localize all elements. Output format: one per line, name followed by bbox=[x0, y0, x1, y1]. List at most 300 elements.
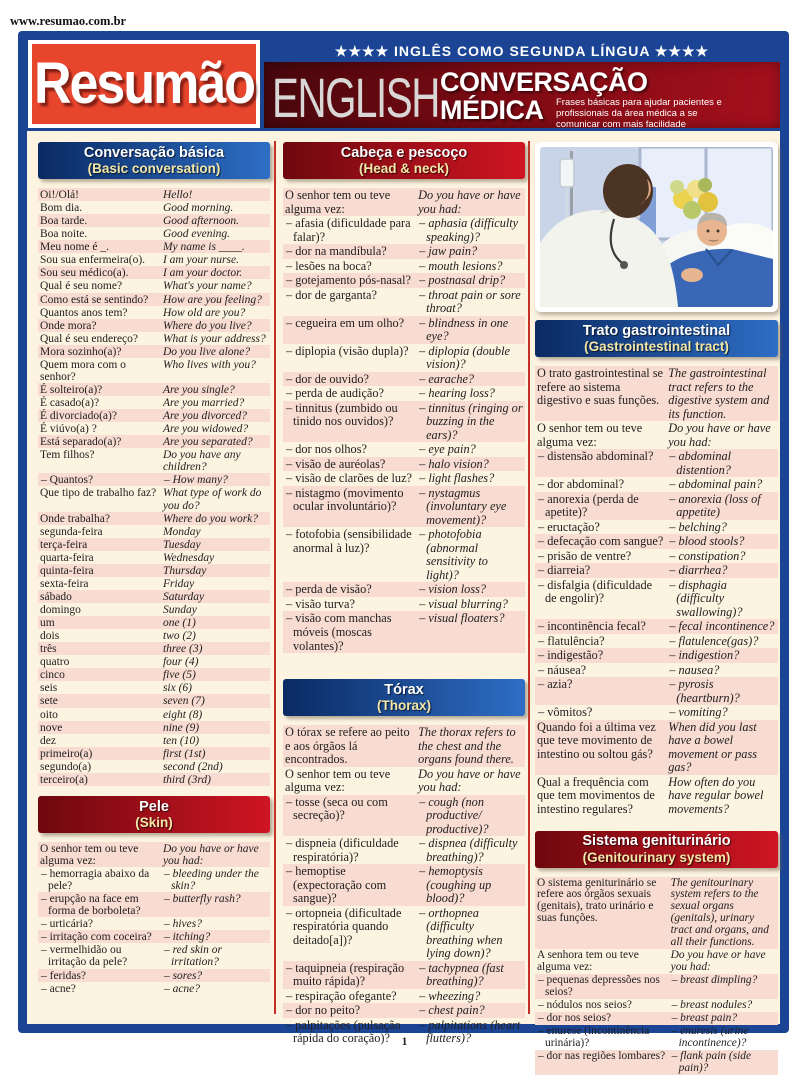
phrase-en: first (1st) bbox=[162, 747, 206, 760]
phrase-en: – halo vision? bbox=[419, 456, 489, 471]
phrase-row bbox=[38, 306, 270, 319]
phrase-pt: – defecação com sangue? bbox=[538, 534, 664, 549]
phrase-pt: terça-feira bbox=[40, 538, 88, 551]
phrase-en: Do you have or have you had: bbox=[418, 766, 521, 795]
phrase-pt: primeiro(a) bbox=[40, 747, 93, 760]
phrase-en: – diplopia (double vision)? bbox=[419, 343, 510, 372]
phrase-en: Do you have or have you had: bbox=[670, 949, 766, 974]
phrase-pt: – hemorragia abaixo da pele? bbox=[41, 868, 150, 893]
phrase-en: Good morning. bbox=[162, 202, 234, 215]
phrase-pt: – gotejamento pós-nasal? bbox=[286, 273, 411, 288]
phrase-row bbox=[535, 1050, 778, 1075]
phrase-row bbox=[535, 563, 778, 578]
series-banner: ★★★★ INGLÊS COMO SEGUNDA LÍNGUA ★★★★ bbox=[334, 42, 710, 59]
phrase-pt: O tórax se refere ao peito e aos órgãos lá encontrados. bbox=[285, 725, 410, 767]
phrase-pt: dez bbox=[40, 734, 56, 747]
phrase-en: Do you have any children? bbox=[162, 449, 241, 474]
phrase-en: Wednesday bbox=[162, 551, 215, 564]
phrase-pt: Oi!/Olá! bbox=[40, 189, 79, 201]
phrase-en: – constipation? bbox=[669, 548, 746, 563]
phrase-en: – orthopnea (difficulty breathing when lying down)? bbox=[419, 905, 503, 961]
phrase-row bbox=[283, 273, 525, 288]
phrase-row bbox=[283, 401, 525, 443]
phrase-en: Do you have or have you had: bbox=[162, 842, 259, 867]
phrase-en: – sores? bbox=[163, 969, 203, 982]
phrase-pt: – visão com manchas móveis (moscas volantes)? bbox=[286, 611, 392, 653]
phrase-row bbox=[38, 642, 270, 655]
phrase-pt: – prisão de ventre? bbox=[538, 548, 632, 563]
phrase-pt: seis bbox=[40, 682, 58, 695]
phrase-en: The thorax refers to the chest and the organs found there. bbox=[418, 725, 516, 767]
phrase-pt: – visão de clarões de luz? bbox=[286, 471, 412, 486]
phrase-row bbox=[38, 473, 270, 486]
phrase-row bbox=[283, 372, 525, 387]
phrase-en: – mouth lesions? bbox=[419, 258, 503, 273]
phrase-en: – vomiting? bbox=[669, 705, 728, 720]
phrase-row bbox=[283, 767, 525, 795]
phrase-pt: Bom dia. bbox=[40, 202, 83, 215]
phrase-pt: quatro bbox=[40, 656, 70, 669]
phrase-row bbox=[283, 836, 525, 864]
phrase-en: – acne? bbox=[163, 982, 201, 995]
phrase-row bbox=[38, 694, 270, 707]
phrase-en: – earache? bbox=[419, 371, 475, 386]
phrase-row bbox=[38, 319, 270, 332]
phrase-en: – postnasal drip? bbox=[419, 273, 506, 288]
phrase-row bbox=[535, 477, 778, 492]
phrase-row bbox=[38, 867, 270, 892]
phrase-row bbox=[38, 188, 270, 201]
phrase-en: – indigestion? bbox=[669, 648, 740, 663]
phrase-en: – vision loss? bbox=[419, 582, 487, 597]
phrase-row bbox=[38, 266, 270, 279]
phrase-pt: Mora sozinho(a)? bbox=[40, 345, 122, 358]
phrase-row bbox=[38, 345, 270, 358]
phrase-row bbox=[38, 842, 270, 867]
section-title-pt: Trato gastrointestinal bbox=[582, 322, 731, 339]
phrase-row bbox=[38, 760, 270, 773]
phrase-pt: Que tipo de trabalho faz? bbox=[40, 487, 157, 500]
phrase-en: Are you divorced? bbox=[162, 410, 248, 423]
phrase-pt: – erupção na face em forma de borboleta? bbox=[41, 893, 141, 918]
phrase-row bbox=[38, 240, 270, 253]
phrase-en: – eye pain? bbox=[419, 442, 476, 457]
phrase-row bbox=[283, 906, 525, 961]
phrase-pt: Está separado(a)? bbox=[40, 436, 122, 449]
phrase-en: Do you have or have you had: bbox=[418, 188, 521, 216]
phrase-row bbox=[38, 214, 270, 227]
phrase-pt: domingo bbox=[40, 604, 81, 616]
phrase-pt: O senhor tem ou teve alguma vez: bbox=[537, 421, 643, 449]
section-head-neck bbox=[283, 142, 525, 653]
phrase-en: – flatulence(gas)? bbox=[669, 633, 759, 648]
phrase-en: six (6) bbox=[162, 682, 193, 695]
phrase-row bbox=[535, 549, 778, 564]
phrase-en: – abdominal pain? bbox=[669, 477, 763, 492]
phrase-en: – nausea? bbox=[669, 662, 720, 677]
phrase-pt: segunda-feira bbox=[40, 525, 103, 538]
phrase-row bbox=[38, 629, 270, 642]
section-title-pt: Tórax bbox=[384, 681, 424, 698]
phrase-en: – itching? bbox=[163, 931, 211, 944]
phrase-row bbox=[38, 551, 270, 564]
phrase-pt: Boa noite. bbox=[40, 228, 88, 241]
phrase-en: – tachypnea (fast breathing)? bbox=[419, 960, 504, 989]
phrase-pt: Qual a frequência com que tem movimentos de intestino regulares? bbox=[537, 774, 655, 816]
phrase-row bbox=[38, 616, 270, 629]
phrase-en: seven (7) bbox=[162, 695, 205, 708]
phrase-pt: – incontinência fecal? bbox=[538, 619, 646, 634]
phrase-en: – fecal incontinence? bbox=[669, 619, 775, 634]
phrase-en: – disphagia (difficulty swallowing)? bbox=[669, 577, 743, 619]
phrase-row bbox=[283, 316, 525, 344]
brand-name: Resumão bbox=[33, 51, 255, 117]
phrase-en: Are you married? bbox=[162, 397, 245, 409]
header-title-block bbox=[264, 40, 780, 131]
phrase-en: – light flashes? bbox=[419, 471, 495, 486]
phrase-pt: – dor no peito? bbox=[286, 1003, 361, 1018]
phrase-en: The genitourinary system refers to the sexual organs (genitals), urinary tract and organs, and all their functions. bbox=[670, 876, 769, 949]
phrase-row bbox=[38, 917, 270, 930]
phrase-row bbox=[38, 512, 270, 525]
phrase-en: nine (9) bbox=[162, 721, 200, 734]
title-tagline: Frases básicas para ajudar pacientes e profissionais da área médica a se comunicar com mais facilidade bbox=[556, 97, 722, 131]
phrase-en: – hemoptysis (coughing up blood)? bbox=[419, 864, 492, 906]
phrase-pt: O trato gastrointestinal se refere ao sistema digestivo e suas funções. bbox=[537, 366, 664, 408]
phrase-pt: Sou seu médico(a). bbox=[40, 267, 129, 280]
phrase-en: third (3rd) bbox=[162, 773, 211, 786]
phrase-pt: – ortopneia (dificultade respiratória quando deitado[a])? bbox=[286, 905, 402, 947]
phrase-pt: – nódulos nos seios? bbox=[538, 999, 632, 1012]
phrase-pt: – dor abdominal? bbox=[538, 477, 625, 492]
phrase-pt: cinco bbox=[40, 669, 65, 682]
phrase-row bbox=[283, 725, 525, 767]
phrase-en: – pyrosis (heartburn)? bbox=[669, 677, 740, 705]
phrase-pt: Como está se sentindo? bbox=[40, 293, 149, 306]
phrase-row bbox=[38, 734, 270, 747]
phrase-en: – hives? bbox=[163, 918, 202, 931]
phrase-pt: – dor nas regiões lombares? bbox=[538, 1050, 666, 1063]
phrase-row bbox=[38, 279, 270, 292]
phrase-row bbox=[38, 396, 270, 409]
section-header-head-neck bbox=[283, 142, 525, 179]
phrase-en: Hello! bbox=[162, 189, 193, 201]
phrase-row bbox=[283, 961, 525, 989]
resumao-logo bbox=[28, 40, 260, 128]
phrase-row bbox=[535, 705, 778, 720]
phrase-pt: É divorciado(a)? bbox=[40, 410, 117, 423]
section-title-en: (Skin) bbox=[135, 814, 173, 830]
phrase-row bbox=[38, 603, 270, 616]
reference-card bbox=[18, 31, 789, 1075]
section-title-en: (Basic conversation) bbox=[87, 161, 221, 177]
phrase-pt: – dor nos seios? bbox=[538, 1012, 612, 1025]
phrase-pt: dois bbox=[40, 630, 60, 643]
phrase-pt: segundo(a) bbox=[40, 760, 92, 773]
phrase-pt: – respiração ofegante? bbox=[286, 988, 397, 1003]
phrase-row bbox=[283, 344, 525, 372]
phrase-row bbox=[535, 720, 778, 775]
phrase-en: – visual blurring? bbox=[419, 596, 508, 611]
phrase-row bbox=[38, 564, 270, 577]
phrase-en: Where do you work? bbox=[162, 512, 259, 525]
phrase-row bbox=[38, 969, 270, 982]
phrase-pt: – diplopia (visão dupla)? bbox=[286, 343, 409, 358]
phrase-en: Are you separated? bbox=[162, 436, 253, 449]
phrase-en: – visual floaters? bbox=[419, 611, 505, 626]
phrase-en: – blood stools? bbox=[669, 534, 745, 549]
phrase-en: How old are you? bbox=[162, 306, 246, 319]
phrase-en: – butterfly rash? bbox=[163, 893, 241, 906]
phrase-pt: É viúvo(a) ? bbox=[40, 423, 97, 436]
phrase-row bbox=[535, 1012, 778, 1025]
phrase-row bbox=[535, 366, 778, 421]
section-title-pt: Conversação básica bbox=[83, 144, 225, 161]
phrase-en: two (2) bbox=[162, 630, 196, 643]
phrase-row bbox=[38, 486, 270, 511]
phrase-row bbox=[535, 534, 778, 549]
phrase-pt: sexta-feira bbox=[40, 577, 89, 590]
phrase-en: – chest pain? bbox=[419, 1003, 485, 1018]
phrase-pt: oito bbox=[40, 708, 58, 721]
phrase-en: What is your address? bbox=[162, 332, 266, 345]
column-divider bbox=[528, 141, 530, 1014]
phrase-pt: Quem mora com o senhor? bbox=[40, 358, 126, 383]
phrase-pt: Tem filhos? bbox=[40, 449, 95, 462]
column-1 bbox=[38, 142, 270, 1005]
phrase-pt: – flatulência? bbox=[538, 633, 605, 648]
phrase-row bbox=[283, 1003, 525, 1018]
section-header-skin bbox=[38, 796, 270, 833]
phrase-en: – palpitations (heart flutters)? bbox=[419, 1017, 521, 1046]
title-medica: MÉDICA bbox=[440, 95, 544, 125]
section-header-gu bbox=[535, 831, 778, 868]
phrase-pt: nove bbox=[40, 721, 63, 734]
section-basic-conversation bbox=[38, 142, 270, 786]
phrase-pt: – visão de auréolas? bbox=[286, 456, 386, 471]
phrase-pt: – distensão abdominal? bbox=[538, 449, 654, 464]
phrase-row bbox=[283, 386, 525, 401]
section-title-en: (Head & neck) bbox=[358, 161, 450, 177]
phrase-pt: – lesões na boca? bbox=[286, 258, 372, 273]
phrase-pt: quarta-feira bbox=[40, 551, 94, 564]
phrase-row bbox=[38, 747, 270, 760]
phrase-pt: – palpitações (pulsação rápida do coração)? bbox=[286, 1017, 401, 1046]
phrase-pt: – eructação? bbox=[538, 519, 600, 534]
phrase-row bbox=[38, 525, 270, 538]
phrase-pt: Onde trabalha? bbox=[40, 512, 110, 525]
phrase-en: second (2nd) bbox=[162, 760, 223, 773]
phrase-pt: – vômitos? bbox=[538, 705, 593, 720]
phrase-pt: – nistagmo (movimento ocular involuntário)? bbox=[286, 485, 404, 514]
phrase-en: – diarrhea? bbox=[669, 563, 728, 578]
phrase-en: – photofobia (abnormal sensitivity to light)? bbox=[419, 527, 488, 582]
phrase-row bbox=[38, 253, 270, 266]
phrase-row bbox=[535, 663, 778, 678]
phrase-pt: – perda de visão? bbox=[286, 582, 372, 597]
phrase-en: Do you live alone? bbox=[162, 345, 251, 358]
phrase-en: Monday bbox=[162, 525, 201, 538]
page-number: 1 bbox=[401, 1036, 408, 1048]
phrase-pt: – anorexia (perda de apetite)? bbox=[538, 491, 639, 520]
title-area bbox=[264, 62, 780, 131]
phrase-row bbox=[535, 634, 778, 649]
column-2 bbox=[283, 142, 525, 1056]
phrase-pt: Qual é seu endereço? bbox=[40, 332, 139, 345]
phrase-en: Good afternoon. bbox=[162, 215, 239, 228]
phrase-row bbox=[38, 293, 270, 306]
phrase-en: – anorexia (loss of appetite) bbox=[669, 491, 761, 520]
card-body bbox=[27, 131, 780, 1075]
title-english: ENGLISH bbox=[272, 65, 439, 129]
phrase-row bbox=[38, 448, 270, 473]
phrase-pt: – dor na mandíbula? bbox=[286, 244, 387, 259]
phrase-pt: – tosse (seca ou com secreção)? bbox=[286, 794, 388, 823]
phrase-pt: – afasia (dificuldade para falar)? bbox=[286, 216, 411, 244]
phrase-pt: Boa tarde. bbox=[40, 215, 88, 228]
section-header-gi bbox=[535, 320, 778, 357]
phrase-pt: – vermelhidão ou irritação da pele? bbox=[41, 944, 128, 969]
phrase-pt: – cegueira em um olho? bbox=[286, 315, 405, 330]
phrase-en: – dispnea (difficulty breathing)? bbox=[419, 836, 518, 864]
phrase-en: one (1) bbox=[162, 617, 196, 630]
section-title-pt: Cabeça e pescoço bbox=[340, 144, 468, 161]
phrase-en: – enuresis (urine incontinence)? bbox=[671, 1025, 749, 1050]
phrase-en: Who lives with you? bbox=[162, 358, 256, 371]
phrase-row bbox=[535, 619, 778, 634]
phrase-en: – throat pain or sore throat? bbox=[419, 287, 521, 316]
phrase-row bbox=[38, 655, 270, 668]
phrase-en: Saturday bbox=[162, 590, 205, 603]
phrase-en: Good evening. bbox=[162, 228, 231, 241]
phrase-row bbox=[38, 943, 270, 968]
phrase-pt: O senhor tem ou teve alguma vez: bbox=[285, 766, 391, 795]
phrase-pt: sábado bbox=[40, 590, 72, 603]
phrase-en: – breast nodules? bbox=[671, 999, 753, 1012]
doctor-patient-photo bbox=[535, 142, 778, 312]
phrase-row bbox=[38, 538, 270, 551]
column-3 bbox=[535, 142, 778, 1085]
phrase-row bbox=[283, 989, 525, 1004]
phrase-pt: Sou sua enfermeira(o). bbox=[40, 254, 146, 267]
section-gastrointestinal bbox=[535, 320, 778, 817]
phrase-pt: – indigestão? bbox=[538, 648, 604, 663]
phrase-row bbox=[38, 201, 270, 214]
phrase-en: How are you feeling? bbox=[162, 293, 262, 306]
phrase-en: – How many? bbox=[163, 474, 228, 487]
phrase-pt: Meu nome é _. bbox=[40, 241, 109, 254]
phrase-pt: Quantos anos tem? bbox=[40, 306, 128, 319]
phrase-row bbox=[535, 999, 778, 1012]
phrase-row bbox=[283, 527, 525, 582]
phrase-row bbox=[38, 773, 270, 786]
phrase-row bbox=[38, 892, 270, 917]
phrase-pt: A senhora tem ou teve alguma vez: bbox=[537, 949, 639, 974]
phrase-row bbox=[38, 708, 270, 721]
phrase-pt: – urticária? bbox=[41, 918, 94, 931]
phrase-en: four (4) bbox=[162, 656, 199, 669]
phrase-pt: três bbox=[40, 643, 57, 656]
phrase-row bbox=[535, 677, 778, 705]
phrase-pt: – feridas? bbox=[41, 969, 87, 982]
phrase-en: ten (10) bbox=[162, 734, 200, 747]
phrase-row bbox=[535, 648, 778, 663]
phrase-en: Friday bbox=[162, 577, 195, 590]
phrase-pt: – fotofobia (sensibilidade anormal à luz)? bbox=[286, 527, 412, 555]
phrase-en: three (3) bbox=[162, 643, 203, 656]
phrase-row bbox=[38, 668, 270, 681]
phrase-row bbox=[283, 597, 525, 612]
site-url: www.resumao.com.br bbox=[10, 14, 127, 28]
phrase-pt: – dor nos olhos? bbox=[286, 442, 367, 457]
phrase-pt: O senhor tem ou teve alguma vez: bbox=[285, 188, 391, 216]
phrase-pt: – perda de audição? bbox=[286, 386, 384, 401]
phrase-row bbox=[283, 188, 525, 216]
phrase-en: How often do you have regular bowel movements? bbox=[668, 774, 764, 816]
phrase-pt: – acne? bbox=[41, 982, 76, 995]
phrase-en: – belching? bbox=[669, 519, 727, 534]
phrase-row bbox=[283, 795, 525, 837]
phrase-row bbox=[38, 435, 270, 448]
phrase-en: Are you widowed? bbox=[162, 423, 249, 436]
phrase-pt: – hemoptise (expectoração com sangue)? bbox=[286, 864, 387, 906]
phrase-en: I am your nurse. bbox=[162, 254, 239, 267]
phrase-pt: O sistema geniturinário se refere aos órgãos sexuais (genitais), trato urinário e suas funções. bbox=[537, 876, 657, 925]
phrase-pt: É casado(a)? bbox=[40, 397, 100, 409]
phrase-en: – nystagmus (involuntary eye movement)? bbox=[419, 485, 507, 527]
phrase-row bbox=[283, 216, 525, 244]
phrase-en: My name is ____. bbox=[162, 241, 245, 254]
phrase-row bbox=[283, 244, 525, 259]
phrase-row bbox=[535, 492, 778, 520]
title-conversacao: CONVERSAÇÃO bbox=[440, 67, 648, 97]
phrase-pt: – enurese (incontinência urinária)? bbox=[538, 1025, 650, 1050]
phrase-row bbox=[535, 578, 778, 620]
phrase-row bbox=[283, 486, 525, 528]
phrase-pt: – diarreia? bbox=[538, 563, 591, 578]
phrase-en: – red skin or irritation? bbox=[163, 944, 222, 969]
section-title-en: (Gastrointestinal tract) bbox=[584, 339, 729, 355]
phrase-pt: sete bbox=[40, 695, 58, 708]
phrase-en: five (5) bbox=[162, 669, 196, 682]
phrase-en: I am your doctor. bbox=[162, 267, 243, 280]
section-skin bbox=[38, 796, 270, 995]
phrase-pt: terceiro(a) bbox=[40, 773, 88, 786]
phrase-en: Tuesday bbox=[162, 538, 201, 551]
phrase-row bbox=[38, 409, 270, 422]
phrase-pt: – azia? bbox=[538, 677, 573, 692]
phrase-en: – tinnitus (ringing or buzzing in the ears)? bbox=[419, 400, 523, 442]
section-title-en: (Genitourinary system) bbox=[582, 849, 731, 865]
phrase-row bbox=[283, 288, 525, 316]
phrase-en: – blindness in one eye? bbox=[419, 315, 509, 344]
phrase-row bbox=[535, 949, 778, 974]
phrase-row bbox=[38, 332, 270, 345]
phrase-row bbox=[283, 259, 525, 274]
section-header-basic bbox=[38, 142, 270, 179]
phrase-pt: – Quantos? bbox=[41, 474, 94, 487]
phrase-en: – jaw pain? bbox=[419, 244, 478, 259]
phrase-pt: – dor de garganta? bbox=[286, 287, 377, 302]
phrase-pt: – irritação com coceira? bbox=[41, 931, 152, 944]
phrase-pt: – dispneia (dificuldade respiratória)? bbox=[286, 836, 399, 864]
phrase-en: – wheezing? bbox=[419, 988, 481, 1003]
phrase-en: eight (8) bbox=[162, 708, 203, 721]
phrase-row bbox=[283, 457, 525, 472]
phrase-en: What type of work do you do? bbox=[162, 487, 262, 512]
phrase-row bbox=[535, 775, 778, 817]
phrase-en: – cough (non productive/ productive)? bbox=[419, 794, 489, 836]
